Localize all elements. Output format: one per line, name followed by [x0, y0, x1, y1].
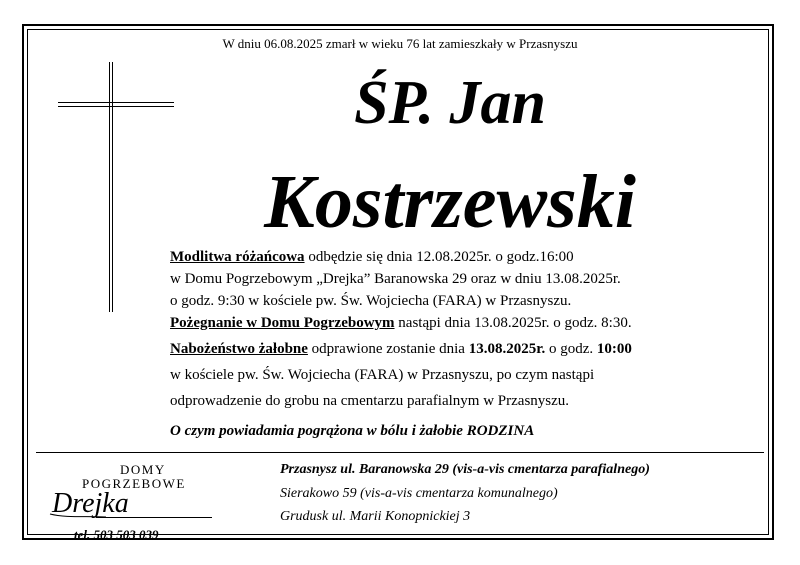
rosary-row-2: w Domu Pogrzebowym „Drejka” Baranowska 29 oraz w dniu 13.08.2025r.: [170, 271, 621, 287]
family-closing-line: O czym powiadamia pogrążona w bólu i żałobie RODZINA: [170, 423, 535, 439]
funeral-home-phone: tel. 503 503 039: [74, 527, 159, 542]
farewell-text: nastąpi dnia 13.08.2025r. o godz. 8:30.: [394, 315, 632, 331]
address-grudusk: Grudusk ul. Marii Konopnickiej 3: [280, 509, 471, 524]
ceremony-details: [170, 246, 750, 414]
service-label: Nabożeństwo żałobne: [170, 341, 308, 357]
rosary-label: Modlitwa różańcowa: [170, 249, 305, 265]
deceased-first-name: ŚP. Jan: [354, 69, 546, 137]
address-przasnysz: Przasnysz ul. Baranowska 29 (vis-a-vis cmentarza parafialnego): [280, 462, 650, 477]
deceased-surname: Kostrzewski: [264, 160, 636, 244]
rosary-row-3: o godz. 9:30 w kościele pw. Św. Wojciecha (FARA) w Przasnyszu.: [170, 293, 572, 309]
farewell-paragraph: [170, 312, 750, 334]
address-sierakowo: Sierakowo 59 (vis-a-vis cmentarza komunalnego): [280, 486, 558, 501]
cross-icon-vertical: [109, 62, 113, 312]
service-text-b: o godz.: [545, 341, 597, 357]
drejka-logo-text: Drejka: [52, 488, 129, 519]
rosary-paragraph: [170, 246, 750, 312]
rosary-text-1: odbędzie się dnia 12.08.2025r. o godz.16:00: [304, 249, 574, 265]
rosary-row-1: [170, 246, 750, 268]
death-announcement-line: W dniu 06.08.2025 zmarł w wieku 76 lat zamieszkały w Przasnyszu: [222, 36, 578, 51]
cross-icon-horizontal: [58, 102, 174, 107]
service-row-2: w kościele pw. Św. Wojciecha (FARA) w Przasnyszu, po czym nastąpi: [170, 367, 595, 383]
service-row-1: [170, 336, 750, 362]
logo-line-pogrzebowe: POGRZEBOWE: [82, 476, 186, 491]
service-paragraph: [170, 336, 750, 414]
drejka-logo-script: [46, 476, 196, 522]
service-text-a: odprawione zostanie dnia: [307, 341, 469, 357]
service-time: 10:00: [596, 341, 632, 357]
farewell-label: Pożegnanie w Domu Pogrzebowym: [170, 315, 395, 331]
footer-divider: [36, 452, 764, 453]
logo-line-domy: DOMY: [120, 462, 166, 477]
logo-underline: [96, 517, 212, 518]
service-row-3: odprowadzenie do grobu na cmentarzu parafialnym w Przasnyszu.: [170, 393, 570, 409]
service-date: 13.08.2025r.: [468, 341, 546, 357]
